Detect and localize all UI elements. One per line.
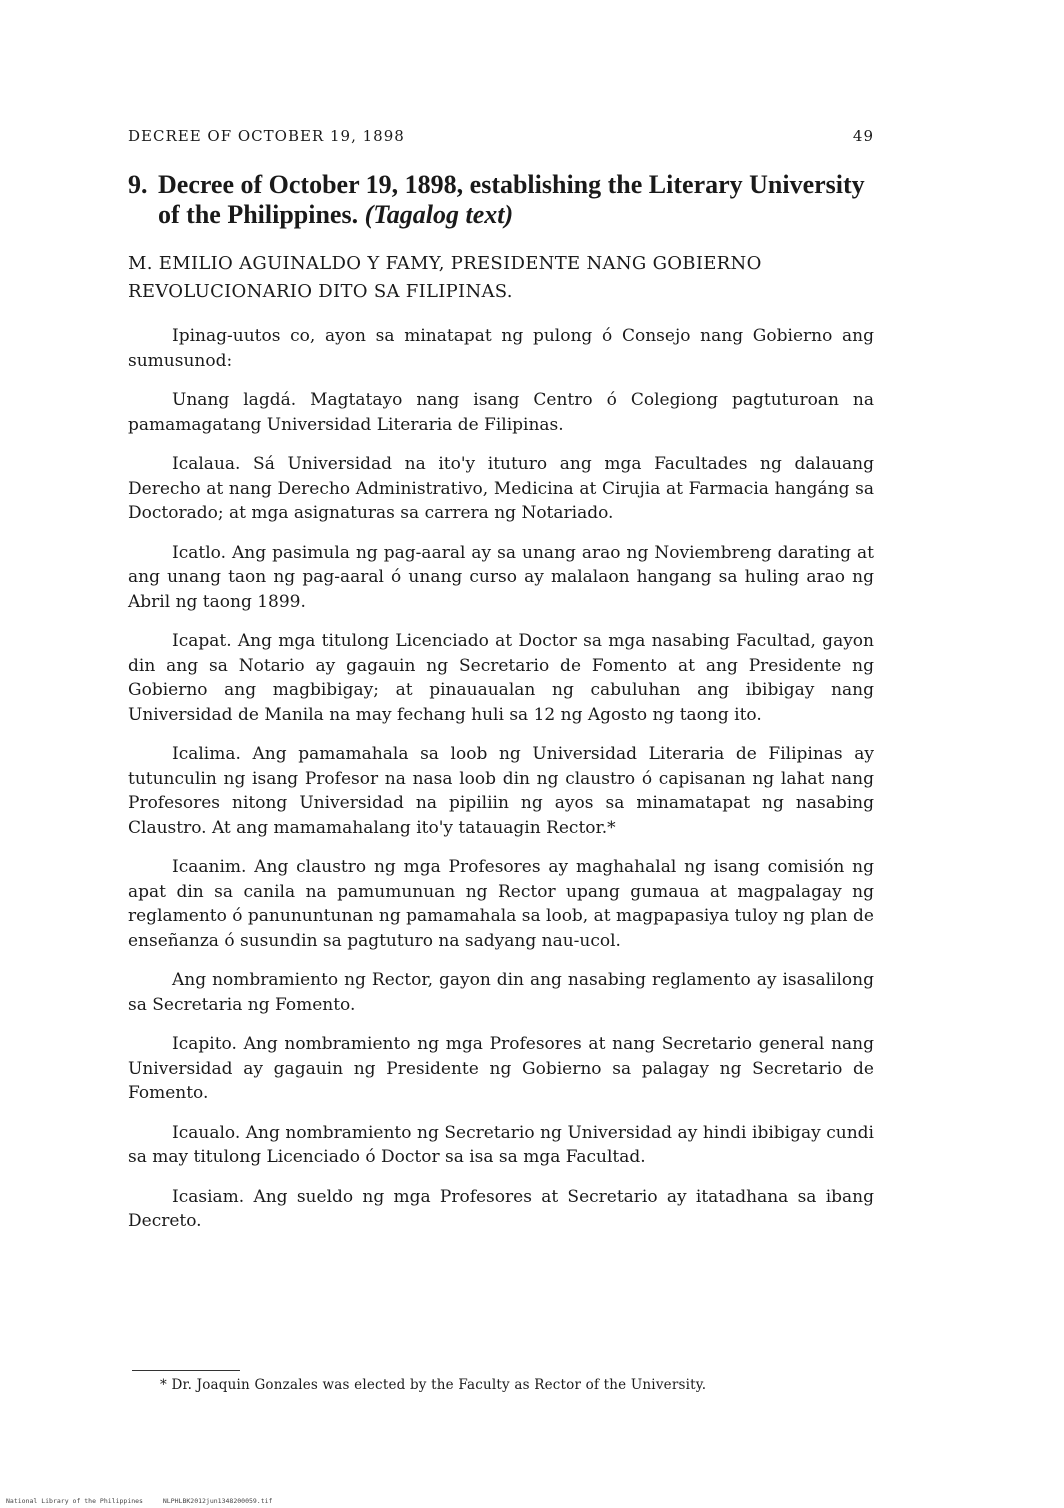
paragraph-article-1: Unang lagdá. Magtatayo nang isang Centro ó Colegiong pagtuturoan na pamamagatang Universidad Literaria de Filipinas. <box>128 390 874 435</box>
scan-file-id: NLPHLBK2012jun1348200059.tif <box>162 1497 273 1505</box>
scan-library: National Library of the Philippines <box>6 1497 143 1505</box>
decree-body <box>128 324 874 1249</box>
paragraph-article-4: Icapat. Ang mga titulong Licenciado at Doctor sa mga nasabing Facultad, gayon din ang sa Notario ay gagauin ng Secretario de Fomento at ang Presidente ng Gobierno ang magbibigay; at pinauaualan ng cabuluhan ang ibibigay nang Universidad de Manila na may fechang huli sa 12 ng Agosto ng taong ito. <box>128 631 874 725</box>
paragraph-rector-appointment: Ang nombramiento ng Rector, gayon din ang nasabing reglamento ay isasalilong sa Secretaria ng Fomento. <box>128 970 874 1015</box>
issuing-authority: M. EMILIO AGUINALDO Y FAMY, PRESIDENTE NANG GOBIERNO REVOLUCIONARIO DITO SA FILIPINAS. <box>128 253 762 302</box>
document-heading <box>128 170 876 230</box>
page-number: 49 <box>852 127 874 145</box>
footnote-divider <box>132 1370 240 1371</box>
paragraph-article-6: Icaanim. Ang claustro ng mga Profesores ay maghahalal ng isang comisión ng apat din sa canila na pamumunuan ng Rector upang gumaua at magpalagay ng reglamento ó panununtunan ng pamamahala sa loob, at magpapasiya tuloy ng plan de enseñanza ó susundin sa pagtuturo na sadyang nau-ucol. <box>128 857 874 951</box>
scan-caption <box>6 1497 288 1505</box>
paragraph-article-9: Icasiam. Ang sueldo ng mga Profesores at Secretario ay itatadhana sa ibang Decreto. <box>128 1186 874 1231</box>
paragraph-article-2: Icalaua. Sá Universidad na ito'y ituturo ang mga Facultades ng dalauang Derecho at nang Derecho Administrativo, Medicina at Cirujia at Farmacia hangáng sa Doctorado; at mga asignaturas sa carrera ng Notariado. <box>128 454 874 523</box>
paragraph-article-8: Icaualo. Ang nombramiento ng Secretario ng Universidad ay hindi ibibigay cundi sa may titulong Licenciado ó Doctor sa isa sa mga Facultad. <box>128 1122 874 1167</box>
heading-title: Decree of October 19, 1898, establishing the Literary University of the Philippines. <box>158 170 865 229</box>
heading-number: 9. <box>128 170 148 199</box>
paragraph-article-5: Icalima. Ang pamamahala sa loob ng Universidad Literaria de Filipinas ay tutunculin ng isang Profesor na nasa loob din ng claustro ó capisanan ng lahat nang Profesores nitong Universidad na pipiliin ng ayos sa minamatapat ng nasabing Claustro. At ang mamamahalang ito'y tatauagin Rector.* <box>128 744 874 838</box>
running-head <box>128 127 874 145</box>
paragraph-preamble: Ipinag-uutos co, ayon sa minatapat ng pulong ó Consejo nang Gobierno ang sumusunod: <box>128 326 874 371</box>
heading-language-note: (Tagalog text) <box>364 200 514 229</box>
paragraph-article-3: Icatlo. Ang pasimula ng pag-aaral ay sa unang arao ng Noviembreng darating at ang unang taon ng pag-aaral ó unang curso ay malalaon hangang sa huling arao ng Abril ng taong 1899. <box>128 542 874 612</box>
footnote: * Dr. Joaquin Gonzales was elected by the Faculty as Rector of the University. <box>160 1377 707 1393</box>
running-head-title: DECREE OF OCTOBER 19, 1898 <box>128 127 405 145</box>
paragraph-article-7: Icapito. Ang nombramiento ng mga Profesores at nang Secretario general nang Universidad ay gagauin ng Presidente ng Gobierno sa palagay ng Secretario de Fomento. <box>128 1034 874 1103</box>
